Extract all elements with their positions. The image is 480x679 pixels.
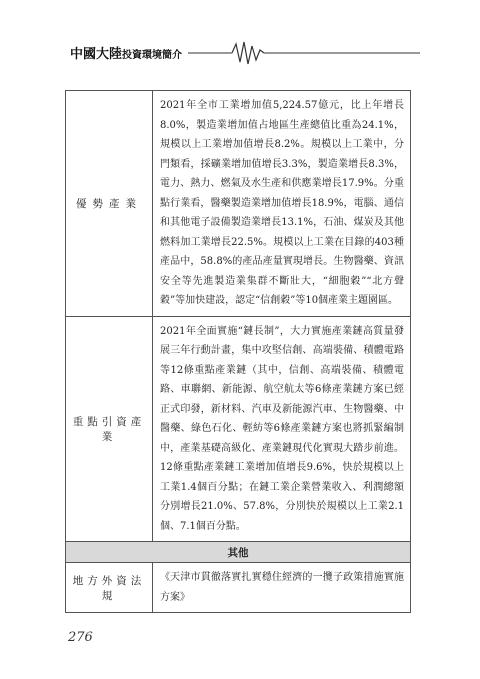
table-row (66, 563, 411, 613)
table-row (66, 316, 411, 542)
table-row (66, 542, 411, 563)
section-header-other: 其他 (66, 542, 411, 563)
row-content-local-regulations: 《天津市貫徹落實扎實穩住經濟的一攬子政策措施實施方案》 (153, 563, 411, 613)
info-table (65, 90, 411, 613)
page-number: 276 (68, 630, 93, 645)
page-header (70, 40, 420, 66)
header-title (70, 43, 182, 62)
header-title-sub: 投資環境簡介 (122, 50, 183, 61)
row-label-key-investment-industry: 重點引資產業 (66, 316, 153, 542)
row-label-local-regulations: 地方外資法規 (66, 563, 153, 613)
row-content-advantage-industry: 2021年全市工業增加值5,224.57億元，比上年增長8.0%，製造業增加值占地區生產總值比重為24.1%，規模以上工業增加值增長8.2%。規模以上工業中，分門類看，採礦業增加值增長3.3%，製造業增長8.3%，電力、熱力、燃氣及水生產和供應業增長17.9%。分重點行業看，醫藥製造業增加值增長18.9%，電腦、通信和其他電子設備製造業增長13.1%，石油、煤炭及其他燃料加工業增長22.5%。規模以上工業在目錄的403種產品中，58.8%的產品產量實現增長。生物醫藥、資訊安全等先進製造業集群不斷壯大，“細胞穀”“北方聲穀”等加快建設，認定“信創穀”等10個產業主題園區。 (153, 91, 411, 317)
table-row (66, 91, 411, 317)
row-content-key-investment-industry: 2021年全面實施“鏈長制”，大力實施產業鏈高質量發展三年行動計畫，集中攻堅信創、高端裝備、積體電路等12條重點產業鏈（其中，信創、高端裝備、積體電路、車聯網、新能源、航空航太等6條產業鏈方案已經正式印發，新材料、汽車及新能源汽車、生物醫藥、中醫藥、綠色石化、輕紡等6條產業鏈方案也將抓緊編制中，產業基礎高級化、產業鏈現代化實現大踏步前進。12條重點產業鏈工業增加值增長9.6%，快於規模以上工業1.4個百分點；在鏈工業企業營業收入、利潤總額分別增長21.0%、57.8%，分別快於規模以上工業2.1個、7.1個百分點。 (153, 316, 411, 542)
header-title-main: 中國大陸 (70, 47, 123, 62)
row-label-advantage-industry: 優勢產業 (66, 91, 153, 317)
